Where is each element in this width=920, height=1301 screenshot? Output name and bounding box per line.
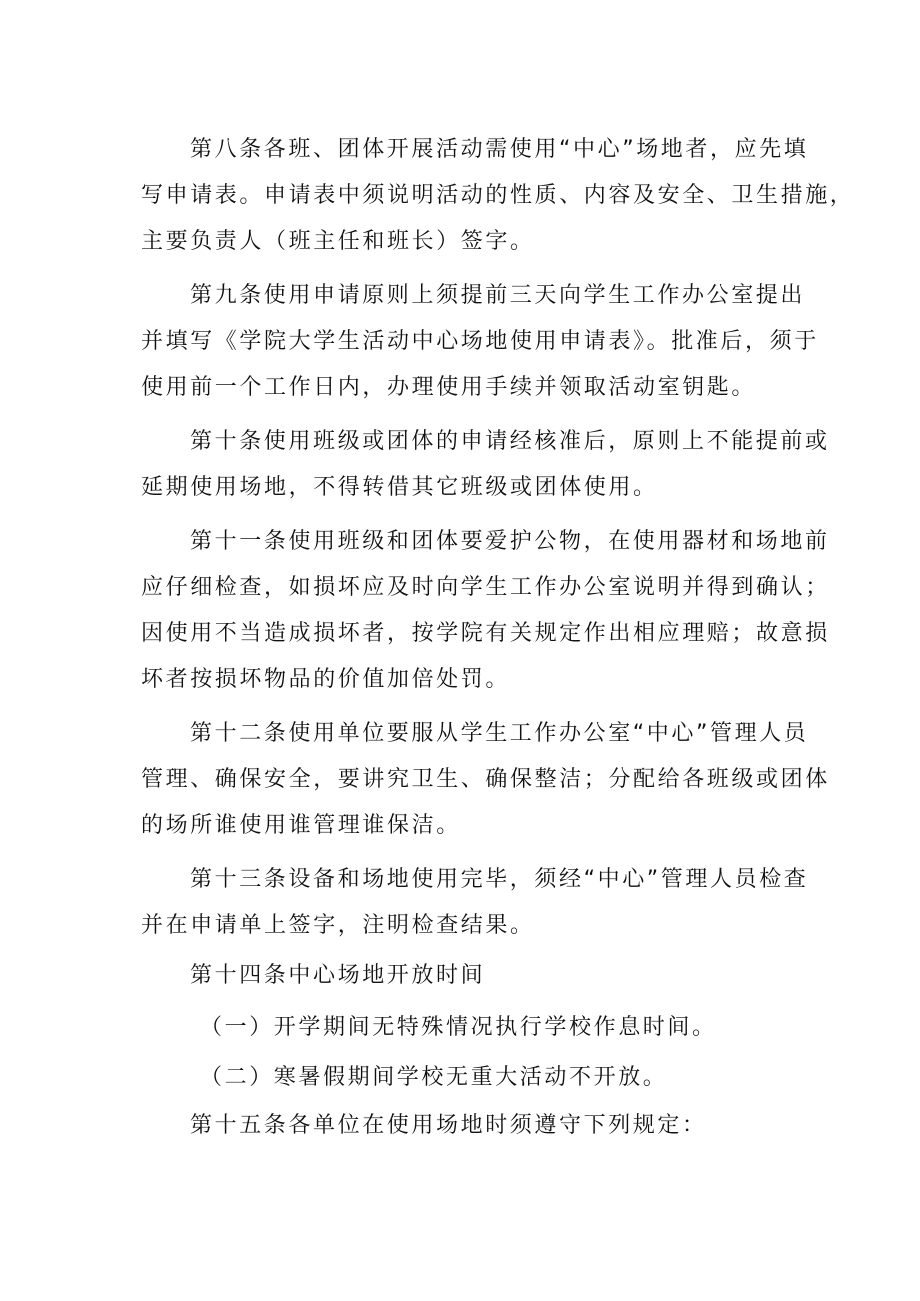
article-9-line-2: 并填写《学院大学生活动中心场地使用申请表》。批准后，须于 xyxy=(141,329,819,354)
article-11-line-1: 第十一条使用班级和团体要爱护公物，在使用器材和场地前 xyxy=(190,529,830,554)
article-11-line-4: 坏者按损坏物品的价值加倍处罚。 xyxy=(141,667,511,692)
article-8-line-3: 主要负责人（班主任和班长）签字。 xyxy=(141,229,535,254)
article-13-line-1: 第十三条设备和场地使用完毕，须经“中心”管理人员检查 xyxy=(190,867,809,892)
article-14-item-2: （二）寒暑假期间学校无重大活动不开放。 xyxy=(200,1065,668,1090)
article-8-line-2: 写申请表。申请表中须说明活动的性质、内容及安全、卫生措施， xyxy=(141,183,855,208)
article-8-line-1: 第八条各班、团体开展活动需使用“中心”场地者，应先填 xyxy=(190,137,809,162)
article-13-line-2: 并在申请单上签字，注明检查结果。 xyxy=(141,913,535,938)
article-9-line-3: 使用前一个工作日内，办理使用手续并领取活动室钥匙。 xyxy=(141,375,757,400)
article-11-line-2: 应仔细检查，如损坏应及时向学生工作办公室说明并得到确认； xyxy=(141,575,830,600)
article-9-line-1: 第九条使用申请原则上须提前三天向学生工作办公室提出 xyxy=(190,283,806,308)
article-10-line-1: 第十条使用班级或团体的申请经核准后，原则上不能提前或 xyxy=(190,429,830,454)
article-12-line-2: 管理、确保安全，要讲究卫生、确保整洁；分配给各班级或团体 xyxy=(141,767,830,792)
article-15-heading: 第十五条各单位在使用场地时须遵守下列规定： xyxy=(190,1113,707,1138)
article-11-line-3: 因使用不当造成损坏者，按学院有关规定作出相应理赔；故意损 xyxy=(141,621,830,646)
article-14-heading: 第十四条中心场地开放时间 xyxy=(190,963,486,988)
article-10-line-2: 延期使用场地，不得转借其它班级或团体使用。 xyxy=(141,475,658,500)
article-14-item-1: （一）开学期间无特殊情况执行学校作息时间。 xyxy=(200,1015,717,1040)
article-12-line-1: 第十二条使用单位要服从学生工作办公室“中心”管理人员 xyxy=(190,721,809,746)
article-12-line-3: 的场所谁使用谁管理谁保洁。 xyxy=(141,813,461,838)
